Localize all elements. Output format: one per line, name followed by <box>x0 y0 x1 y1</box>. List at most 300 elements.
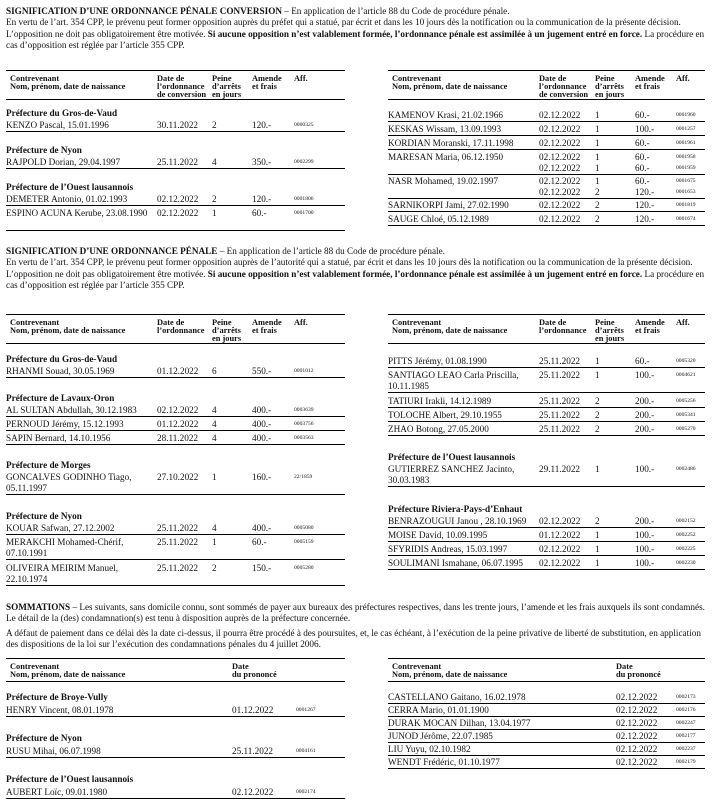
row-aff: 0001959 <box>676 165 696 171</box>
row-peine: 1 <box>595 124 600 134</box>
row-date: 30.11.2022 <box>157 120 199 130</box>
table-row <box>388 558 705 570</box>
row-date: 25.11.2022 <box>157 157 199 167</box>
row-amende: 400.- <box>252 405 272 415</box>
row-aff: 0001961 <box>676 140 696 146</box>
row-amende: 200.- <box>635 410 655 420</box>
row-peine: 2 <box>595 396 600 406</box>
row-peine: 2 <box>212 563 217 573</box>
table-conversion-left <box>6 70 345 235</box>
header-amende: et frais <box>635 326 660 335</box>
row-peine: 4 <box>212 419 217 429</box>
table-row <box>388 424 705 436</box>
row-aff: 0001267 <box>296 707 316 713</box>
table-row <box>6 157 345 169</box>
row-aff: 0001960 <box>676 112 696 118</box>
row-peine: 2 <box>595 200 600 210</box>
row-date: 02.12.2022 <box>539 163 581 173</box>
table-row <box>388 356 705 368</box>
row-aff: 0001012 <box>294 368 314 374</box>
row-aff: 0000325 <box>294 122 314 128</box>
row-peine: 4 <box>212 405 217 415</box>
row-date: 02.12.2022 <box>616 692 658 702</box>
row-name: BENRAZOUGUI Janou , 28.10.1969 <box>388 516 527 526</box>
row-peine: 2 <box>212 120 217 130</box>
header-peine: Peine <box>212 318 232 327</box>
header-amende: Amende <box>252 74 282 83</box>
row-peine: 1 <box>595 138 600 148</box>
row-amende: 120.- <box>635 200 655 210</box>
row-name: ZHAO Botong, 27.05.2000 <box>388 424 489 434</box>
table-row <box>6 405 345 417</box>
row-name: NASR Mohamed, 19.02.1997 <box>388 176 498 186</box>
sommations-paragraph-1 <box>6 602 706 625</box>
row-name: KOUAR Safwan, 27.12.2002 <box>6 523 115 533</box>
row-date: 02.12.2022 <box>539 200 581 210</box>
row-peine: 1 <box>595 464 600 474</box>
row-amende: 60.- <box>635 152 650 162</box>
row-date: 01.12.2022 <box>157 366 199 376</box>
row-aff: 0005280 <box>294 565 314 571</box>
row-peine: 4 <box>212 523 217 533</box>
prefecture-heading: Préfecture du Gros-de-Vaud <box>6 108 118 118</box>
row-date: 25.11.2022 <box>157 523 199 533</box>
header-date: l’ordonnance <box>539 326 587 335</box>
row-amende: 60.- <box>635 356 650 366</box>
row-peine: 6 <box>212 366 217 376</box>
conversion-text: En vertu de l’art. 354 CPP, le prévenu peut former opposition auprès du préfet qui a statué, par écrit et dans les 10 jours dès la notification ou la communication de la présente décision. L’opposition ne doit pas obligatoirement être motivée. <box>6 17 681 39</box>
row-amende: 100.- <box>635 370 655 380</box>
row-amende: 400.- <box>252 523 272 533</box>
row-aff: 22/1859 <box>294 474 313 480</box>
conversion-intro: – En application de l’article 88 du Code de procédure pénale. <box>282 6 510 16</box>
header-aff: Aff. <box>676 318 690 327</box>
prefecture-heading: Préfecture de Nyon <box>6 145 82 155</box>
row-peine: 2 <box>595 187 600 197</box>
table-row <box>388 396 705 408</box>
row-aff: 0002230 <box>676 560 696 566</box>
header-nom: Nom, prénom, date de naissance <box>392 670 508 679</box>
row-date: 02.12.2022 <box>539 544 581 554</box>
row-date: 02.12.2022 <box>157 405 199 415</box>
row-peine: 1 <box>212 472 217 482</box>
header-peine: d’arrêts <box>212 82 241 91</box>
row-amende: 60.- <box>635 138 650 148</box>
table-row <box>6 563 345 586</box>
row-date: 02.12.2022 <box>539 516 581 526</box>
section-ordonnance <box>6 246 706 292</box>
table-row <box>6 120 345 132</box>
row-aff: 0002179 <box>676 759 696 765</box>
row-aff: 0001700 <box>294 210 314 216</box>
row-aff: 0002152 <box>676 518 696 524</box>
row-date: 25.11.2022 <box>539 424 581 434</box>
ordonnance-text-end: La procédure en cas d’opposition est réglée par l’article 355 CPP. <box>6 268 705 291</box>
header-date: Date de <box>157 74 185 83</box>
row-name: LIU Yuyu, 02.10.1982 <box>388 744 471 754</box>
row-aff: 0001674 <box>676 216 696 222</box>
row-peine: 1 <box>595 152 600 162</box>
table-ordonnance-right <box>388 314 705 584</box>
row-date: 02.12.2022 <box>539 214 581 224</box>
row-name: SFYRIDIS Andreas, 15.03.1997 <box>388 544 508 554</box>
row-amende: 350.- <box>252 157 272 167</box>
row-peine: 4 <box>212 433 217 443</box>
row-amende: 150.- <box>252 563 272 573</box>
row-date: 01.12.2022 <box>539 530 581 540</box>
ordonnance-title: SIGNIFICATION D’UNE ORDONNANCE PÉNALE <box>6 246 218 256</box>
row-aff: 0002177 <box>676 733 696 739</box>
header-contrevenant: Contrevenant <box>10 662 60 671</box>
row-aff: 0002176 <box>676 707 696 713</box>
table-row <box>6 194 345 206</box>
row-aff: 0003563 <box>294 435 314 441</box>
header-peine: en jours <box>595 90 625 99</box>
header-contrevenant: Contrevenant <box>10 74 60 83</box>
header-date: du prononcé <box>232 670 277 679</box>
table-row <box>388 138 705 150</box>
header-date: Date de <box>539 318 567 327</box>
table-row <box>388 110 705 122</box>
row-peine: 1 <box>595 163 600 173</box>
row-aff: 0002247 <box>676 720 696 726</box>
prefecture-heading: Préfecture de Nyon <box>6 511 82 521</box>
row-aff: 0005320 <box>676 358 696 364</box>
row-amende: 200.- <box>635 516 655 526</box>
row-name: SANTIAGO LEAO Carla Priscilla, 10.11.1985 <box>388 370 519 391</box>
row-amende: 200.- <box>635 396 655 406</box>
row-name: RAJPOLD Dorian, 29.04.1997 <box>6 157 121 167</box>
row-aff: 0003639 <box>294 407 314 413</box>
row-name: TOLOCHE Albert, 29.10.1955 <box>388 410 502 420</box>
table-row <box>388 705 705 717</box>
row-date: 27.10.2022 <box>157 472 199 482</box>
row-name: PERNOUD Jérémy, 15.12.1993 <box>6 419 124 429</box>
row-aff: 0001806 <box>294 196 314 202</box>
table-row <box>6 433 345 445</box>
ordonnance-paragraph-1 <box>6 246 706 257</box>
row-amende: 60.- <box>635 176 650 186</box>
row-date: 25.11.2022 <box>232 746 274 756</box>
row-amende: 60.- <box>635 110 650 120</box>
row-amende: 60.- <box>252 537 267 547</box>
row-amende: 120.- <box>252 120 272 130</box>
sommations-text-2: A défaut de paiement dans ce délai dès la date ci-dessus, il pourra être procédé à des poursuites, et, le cas échéant, à l’exécution de la peine privative de liberté de substitution, en application des dispositions de la loi sur l’exécution des condamnations pénales du 4 juillet 2006. <box>6 627 701 650</box>
row-amende: 100.- <box>635 530 655 540</box>
header-date: Date de <box>157 318 185 327</box>
conversion-paragraph-1 <box>6 6 706 17</box>
header-amende: Amende <box>635 74 665 83</box>
row-peine: 1 <box>595 176 600 186</box>
row-peine: 1 <box>595 110 600 120</box>
conversion-title: SIGNIFICATION D’UNE ORDONNANCE PÉNALE CONVERSION <box>6 6 282 16</box>
header-peine: Peine <box>212 74 232 83</box>
table-row <box>388 464 705 487</box>
header-date: Date <box>616 662 633 671</box>
header-peine: en jours <box>595 334 625 343</box>
conversion-text-end: La procédure en cas d’opposition est réglée par l’article 355 CPP. <box>6 28 705 51</box>
conversion-text-bold: Si aucune opposition n’est valablement formée, l’ordonnance pénale est assimilée à un jugement entré en force. <box>207 28 643 39</box>
row-name: MARESAN Maria, 06.12.1950 <box>388 152 504 162</box>
header-contrevenant: Contrevenant <box>392 318 442 327</box>
table-row <box>6 537 345 560</box>
header-peine: Peine <box>595 318 615 327</box>
row-aff: 0005341 <box>676 412 696 418</box>
header-aff: Aff. <box>676 74 690 83</box>
row-name: AL SULTAN Abdullah, 30.12.1983 <box>6 405 137 415</box>
row-name: GUTIERREZ SANCHEZ Jacinto, 30.03.1983 <box>388 464 515 485</box>
row-name: AUBERT Loïc, 09.01.1980 <box>6 787 108 797</box>
ordonnance-intro: – En application de l’article 88 du Code de procédure pénale. <box>217 246 445 256</box>
row-name: SAUGE Chloé, 05.12.1989 <box>388 214 489 224</box>
ordonnance-paragraph-2 <box>6 257 706 291</box>
header-peine: Peine <box>595 74 615 83</box>
prefecture-heading: Préfecture de Morges <box>6 460 91 470</box>
row-name: CASTELLANO Gaitano, 16.02.1978 <box>388 692 526 702</box>
row-amende: 400.- <box>252 419 272 429</box>
row-amende: 160.- <box>252 472 272 482</box>
row-aff: 0002237 <box>676 746 696 752</box>
row-name: KAMENOV Krasi, 21.02.1966 <box>388 110 503 120</box>
header-amende: et frais <box>252 82 277 91</box>
row-aff: 0001653 <box>676 189 696 195</box>
table-row <box>388 176 705 199</box>
table-row <box>388 692 705 704</box>
table-header <box>6 314 345 344</box>
prefecture-heading: Préfecture de Nyon <box>6 733 82 743</box>
row-name: SAPIN Bernard, 14.10.1956 <box>6 433 111 443</box>
row-aff: 0002225 <box>676 546 696 552</box>
table-row <box>388 200 705 212</box>
table-row <box>388 214 705 226</box>
row-date: 02.12.2022 <box>157 194 199 204</box>
row-name: HENRY Vincent, 08.01.1978 <box>6 705 114 715</box>
row-aff: 0001257 <box>676 126 696 132</box>
table-row <box>6 472 345 495</box>
ordonnance-text-bold: Si aucune opposition n’est valablement formée, l’ordonnance pénale est assimilée à un jugement entré en force. <box>207 268 643 279</box>
table-row <box>388 152 705 175</box>
table-row <box>6 419 345 431</box>
row-date: 02.12.2022 <box>157 208 199 218</box>
row-name: MERAKCHI Mohamed-Chérif, 07.10.1991 <box>6 537 124 558</box>
table-row <box>388 757 705 769</box>
table-conversion-right <box>388 70 705 224</box>
row-date: 02.12.2022 <box>539 110 581 120</box>
header-date: l’ordonnance <box>157 326 205 335</box>
row-name: WENDT Frédéric, 01.10.1977 <box>388 757 500 767</box>
header-amende: Amende <box>635 318 665 327</box>
table-row <box>6 523 345 535</box>
row-name: CERRA Mario, 01.01.1900 <box>388 705 489 715</box>
row-peine: 2 <box>595 214 600 224</box>
table-row <box>388 544 705 556</box>
ordonnance-text: En vertu de l’art. 354 CPP, le prévenu peut former opposition auprès de l’autorité qui a statué, par écrit et dans les 10 jours dès la notification ou la communication de la présente décision. L’opposition ne doit pas obligatoirement être motivée. <box>6 257 693 279</box>
row-aff: 0005270 <box>676 426 696 432</box>
row-name: ESPINO ACUNA Kerube, 23.08.1990 <box>6 208 148 218</box>
table-row <box>6 787 345 799</box>
prefecture-heading: Préfecture de l’Ouest lausannois <box>6 774 134 784</box>
header-date: Date de <box>539 74 567 83</box>
header-date: du prononcé <box>616 670 661 679</box>
header-nom: Nom, prénom, date de naissance <box>392 326 508 335</box>
table-header <box>6 70 345 100</box>
row-date: 02.12.2022 <box>539 152 581 162</box>
header-nom: Nom, prénom, date de naissance <box>10 82 126 91</box>
row-aff: 0002252 <box>676 532 696 538</box>
row-aff: 0002299 <box>294 159 314 165</box>
header-nom: Nom, prénom, date de naissance <box>10 670 126 679</box>
row-date: 02.12.2022 <box>616 705 658 715</box>
row-amende: 400.- <box>252 433 272 443</box>
header-aff: Aff. <box>294 74 308 83</box>
row-peine: 1 <box>212 208 217 218</box>
table-row <box>388 530 705 542</box>
conversion-paragraph-2 <box>6 17 706 51</box>
header-amende: et frais <box>252 326 277 335</box>
row-aff: 0003756 <box>294 421 314 427</box>
row-date: 25.11.2022 <box>539 356 581 366</box>
row-peine: 2 <box>595 516 600 526</box>
row-aff: 0002486 <box>676 466 696 472</box>
row-name: KENZO Pascal, 15.01.1996 <box>6 120 109 130</box>
header-contrevenant: Contrevenant <box>10 318 60 327</box>
table-row <box>388 410 705 422</box>
row-amende: 120.- <box>252 194 272 204</box>
row-date: 02.12.2022 <box>539 558 581 568</box>
header-nom: Nom, prénom, date de naissance <box>10 326 126 335</box>
table-row <box>388 516 705 528</box>
header-date: de conversion <box>157 90 207 99</box>
row-amende: 200.- <box>635 424 655 434</box>
row-date: 02.12.2022 <box>616 731 658 741</box>
header-date: Date <box>232 662 249 671</box>
table-ordonnance-left <box>6 314 345 584</box>
row-aff: 0005256 <box>676 398 696 404</box>
header-peine: d’arrêts <box>595 82 624 91</box>
header-amende: et frais <box>635 82 660 91</box>
row-amende: 550.- <box>252 366 272 376</box>
table-header <box>388 70 705 100</box>
row-name: SOULIMANI Ismahane, 06.07.1995 <box>388 558 523 568</box>
table-sommations-left <box>6 658 345 797</box>
row-name: KORDIAN Moranski, 17.11.1998 <box>388 138 514 148</box>
row-date: 25.11.2022 <box>157 537 199 547</box>
row-peine: 1 <box>595 356 600 366</box>
header-contrevenant: Contrevenant <box>392 662 442 671</box>
prefecture-heading: Préfecture de l’Ouest lausannois <box>388 452 516 462</box>
table-row <box>388 731 705 743</box>
header-date: l’ordonnance <box>157 82 205 91</box>
header-contrevenant: Contrevenant <box>392 74 442 83</box>
row-name: GONCALVES GODINHO Tiago, 05.11.1997 <box>6 472 132 493</box>
sommations-text-1: – Les suivants, sans domicile connu, sont sommés de payer aux bureaux des préfectures respectives, dans les trente jours, l’amende et les frais auxquels ils sont condamnés. Le détail de la (des) condamnation(s) est tenu à disposition auprès de la préfecture concernée. <box>6 602 705 624</box>
row-name: MOISE David, 10.09.1995 <box>388 530 488 540</box>
header-peine: d’arrêts <box>595 326 624 335</box>
row-date: 02.12.2022 <box>539 176 581 186</box>
prefecture-heading: Préfecture de Broye-Vully <box>6 692 108 702</box>
header-peine: en jours <box>212 90 242 99</box>
prefecture-heading: Préfecture de l’Ouest lausannois <box>6 182 134 192</box>
section-conversion <box>6 6 706 52</box>
row-date: 25.11.2022 <box>539 396 581 406</box>
row-date: 02.12.2022 <box>616 757 658 767</box>
row-amende: 100.- <box>635 558 655 568</box>
row-date: 02.12.2022 <box>539 138 581 148</box>
row-name: DURAK MOCAN Dilhan, 13.04.1977 <box>388 718 531 728</box>
row-peine: 2 <box>595 410 600 420</box>
row-amende: 100.- <box>635 544 655 554</box>
row-name: TATIURI Irakli, 14.12.1989 <box>388 396 492 406</box>
row-name: JUNOD Jérôme, 22.07.1985 <box>388 731 493 741</box>
row-aff: 0004621 <box>676 372 696 378</box>
row-amende: 60.- <box>252 208 267 218</box>
row-peine: 1 <box>212 537 217 547</box>
row-peine: 1 <box>595 558 600 568</box>
row-amende: 100.- <box>635 464 655 474</box>
table-sommations-right <box>388 658 705 768</box>
row-aff: 0004161 <box>296 748 316 754</box>
row-peine: 1 <box>595 370 600 380</box>
header-nom: Nom, prénom, date de naissance <box>392 82 508 91</box>
row-peine: 1 <box>595 530 600 540</box>
prefecture-heading: Préfecture du Gros-de-Vaud <box>6 354 118 364</box>
table-row <box>388 124 705 136</box>
row-amende: 120.- <box>635 187 655 197</box>
row-date: 01.12.2022 <box>232 705 274 715</box>
row-peine: 1 <box>595 544 600 554</box>
prefecture-heading: Préfecture de Lavaux-Oron <box>6 393 115 403</box>
row-date: 02.12.2022 <box>616 718 658 728</box>
header-date: l’ordonnance <box>539 82 587 91</box>
row-peine: 2 <box>595 424 600 434</box>
row-name: PITTS Jérémy, 01.08.1990 <box>388 356 487 366</box>
row-date: 29.11.2022 <box>539 464 581 474</box>
row-peine: 4 <box>212 157 217 167</box>
row-name: RUSU Mihai, 06.07.1998 <box>6 746 101 756</box>
table-row <box>388 718 705 730</box>
row-name: OLIVEIRA MEIRIM Manuel, 22.10.1974 <box>6 563 119 584</box>
table-row <box>388 744 705 756</box>
sommations-title: SOMMATIONS <box>6 602 71 612</box>
row-aff: 0001958 <box>676 154 696 160</box>
row-aff: 0002174 <box>296 789 316 795</box>
row-peine: 2 <box>212 194 217 204</box>
row-amende: 60.- <box>635 163 650 173</box>
row-date: 02.12.2022 <box>232 787 274 797</box>
header-date: de conversion <box>539 90 589 99</box>
row-name: SARNIKORPI Jami, 27.02.1990 <box>388 200 509 210</box>
table-row <box>6 366 345 378</box>
row-date: 01.12.2022 <box>157 419 199 429</box>
row-aff: 0001819 <box>676 202 696 208</box>
header-peine: en jours <box>212 334 242 343</box>
row-date: 02.12.2022 <box>616 744 658 754</box>
row-date: 02.12.2022 <box>539 187 581 197</box>
row-aff: 0001675 <box>676 178 696 184</box>
row-name: DEMETER Antonio, 01.02.1993 <box>6 194 128 204</box>
row-aff: 0005159 <box>294 539 314 545</box>
table-row <box>6 746 345 758</box>
row-date: 25.11.2022 <box>539 410 581 420</box>
table-header <box>388 658 705 682</box>
table-header <box>6 658 345 682</box>
row-date: 28.11.2022 <box>157 433 199 443</box>
row-aff: 0005080 <box>294 525 314 531</box>
row-date: 25.11.2022 <box>157 563 199 573</box>
row-name: KESKAS Wissam, 13.09.1993 <box>388 124 502 134</box>
row-date: 02.12.2022 <box>539 124 581 134</box>
table-row <box>6 208 345 231</box>
